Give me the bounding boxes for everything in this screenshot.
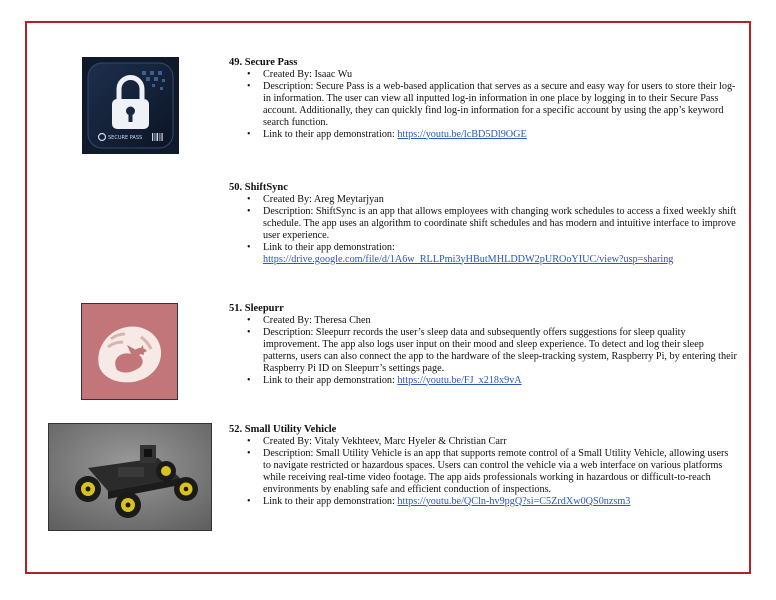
- description: • Description: Sleepurr records the user’s sleep data and subsequently offers suggestions for sleep quality improvement. The app also logs user input on their mood and sleep experience. To detect and log their sleep patterns, users can also connect the app to the hardware of the sleep-tracking system, Raspberry Pi, by entering their Raspberry Pi ID on Sleepurr’s settings page.: [263, 327, 737, 375]
- demo-link[interactable]: https://drive.google.com/file/d/1A6w_RLLPmi3yHButMHLDDW2pUROoYIUC/view?usp=sharing: [263, 253, 674, 265]
- description: • Description: ShiftSync is an app that allows employees with changing work schedules to access a fixed weekly shift schedule. The app uses an algorithm to coordinate shift schedules and has modern and intuitive interface to improve user experience.: [263, 206, 737, 242]
- entry-title: 52. Small Utility Vehicle: [229, 424, 337, 435]
- app-entry-secure-pass: [229, 56, 737, 140]
- link-prefix: Link to their app demonstration:: [263, 241, 395, 253]
- created-by: • Created By: Isaac Wu: [263, 69, 737, 81]
- link-prefix: Link to their app demonstration:: [263, 374, 398, 386]
- demo-link-item: [263, 375, 737, 387]
- entry-details: [229, 436, 737, 507]
- demo-link-item: [263, 129, 737, 141]
- entry-title: 50. ShiftSync: [229, 182, 288, 193]
- link-prefix: Link to their app demonstration:: [263, 495, 398, 507]
- secure-pass-app-icon: [82, 57, 179, 154]
- utility-vehicle-photo: [48, 423, 212, 531]
- entry-details: [229, 315, 737, 386]
- created-by: • Created By: Theresa Chen: [263, 315, 737, 327]
- demo-link-item: [263, 242, 737, 266]
- sleepurr-app-icon: [81, 303, 178, 400]
- app-entry-shiftsync: [229, 181, 737, 265]
- entry-details: [229, 69, 737, 140]
- description: • Description: Small Utility Vehicle is an app that supports remote control of a Small Utility Vehicle, allowing users to navigate restricted or hazardous spaces. Users can control the vehicle via a web interface on various platforms while receiving real-time video footage. The app aids professionals working in hazardous or difficult-to-reach environments by enabling safe and efficient conduction of inspections.: [263, 448, 737, 496]
- demo-link[interactable]: https://youtu.be/FJ_x218x9vA: [397, 374, 522, 386]
- demo-link-item: [263, 496, 737, 508]
- demo-link[interactable]: https://youtu.be/QCln-hv9pgQ?si=C5ZrdXw0QS0nzsm3: [397, 495, 631, 507]
- entry-title: 49. Secure Pass: [229, 57, 298, 68]
- demo-link[interactable]: https://youtu.be/lcBD5Dl9OGE: [397, 128, 527, 140]
- created-by: • Created By: Vitaly Vekhteev, Marc Hyeler & Christian Carr: [263, 436, 737, 448]
- entry-details: [229, 194, 737, 265]
- created-by: • Created By: Areg Meytarjyan: [263, 194, 737, 206]
- description: • Description: Secure Pass is a web-based application that serves as a secure and easy way for users to store their log-in information. The user can view all inputted log-in information in one place by logging in to their Secure Pass account. Additionally, they can quickly find log-in information for a specific account by using the app’s keyword search function.: [263, 81, 737, 129]
- entry-title: 51. Sleepurr: [229, 303, 284, 314]
- link-prefix: Link to their app demonstration:: [263, 128, 398, 140]
- app-entry-small-utility-vehicle: [229, 423, 737, 507]
- secure-pass-logo-text: SECURE PASS: [108, 135, 143, 141]
- app-entry-sleepurr: [229, 302, 737, 386]
